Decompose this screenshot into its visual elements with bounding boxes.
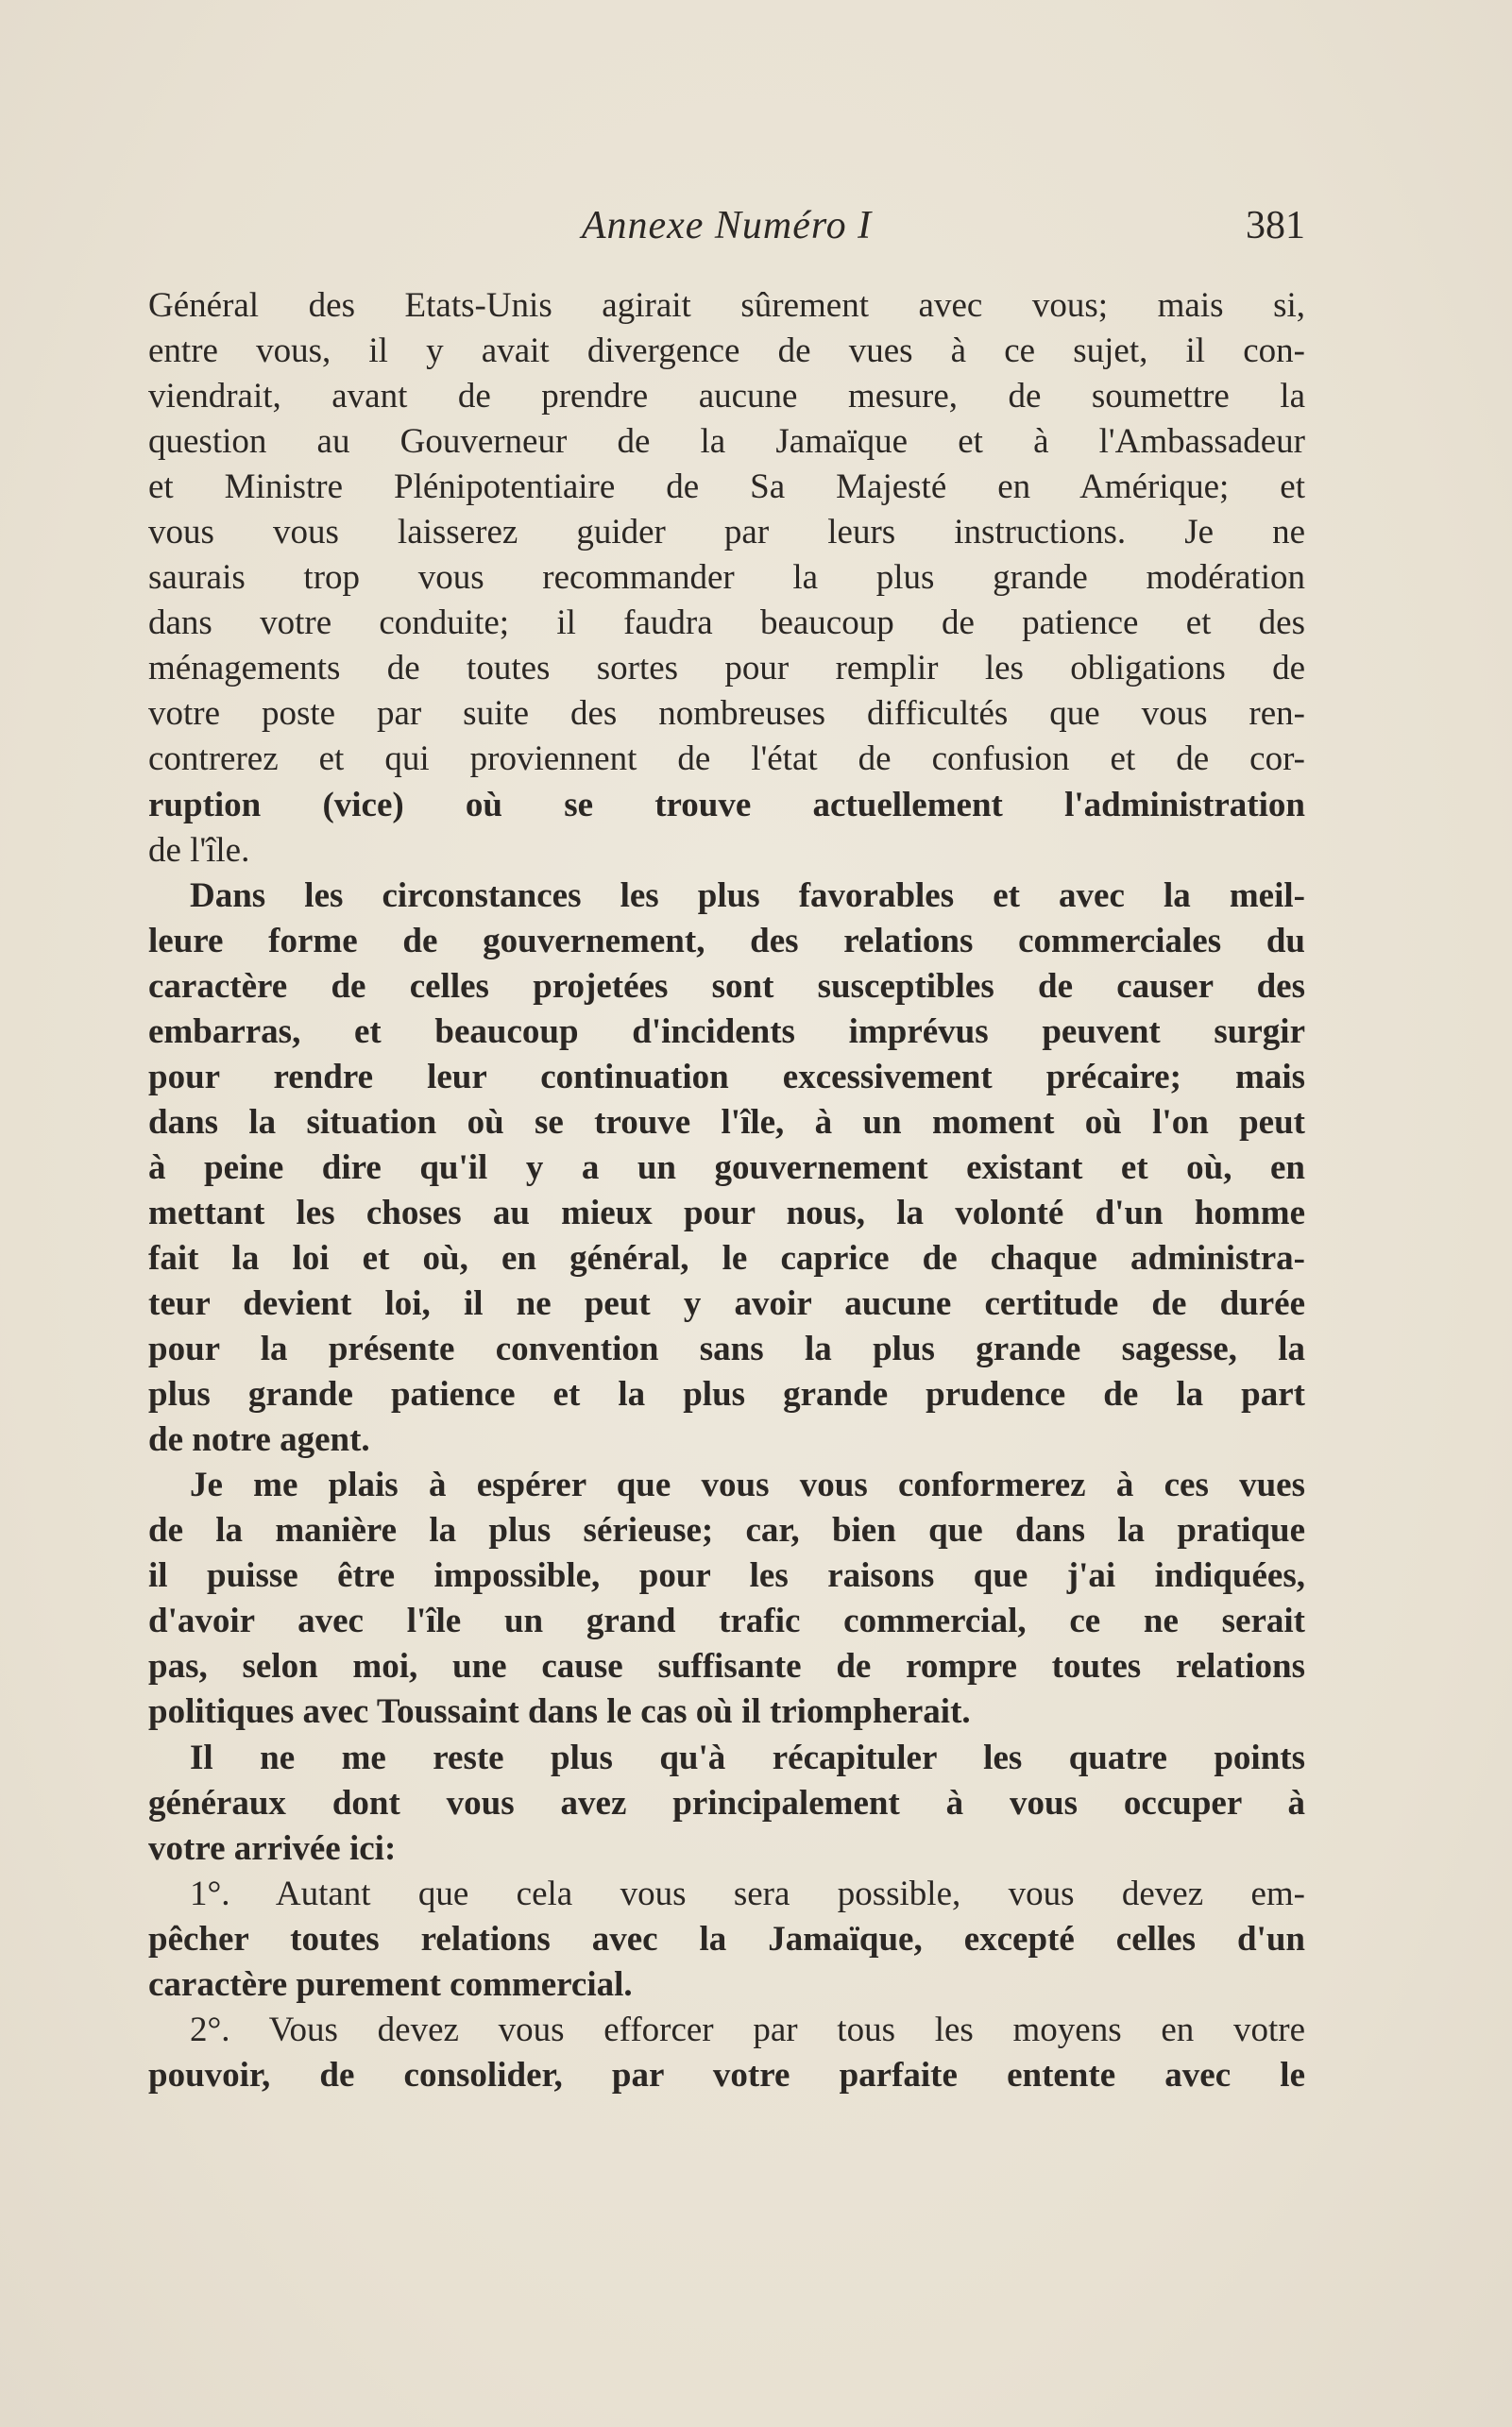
text-line: 1°. Autant que cela vous sera possible, vous devez em-	[190, 1874, 1305, 1913]
text-line: pouvoir, de consolider, par votre parfaite entente avec le	[148, 2055, 1305, 2095]
text-line: Il ne me reste plus qu'à récapituler les quatre points	[190, 1738, 1305, 1777]
page-number: 381	[1246, 204, 1305, 247]
text-line: mettant les choses au mieux pour nous, la volonté d'un homme	[148, 1193, 1305, 1232]
text-line: il puisse être impossible, pour les raisons que j'ai indiquées,	[148, 1556, 1305, 1596]
text-line: question au Gouverneur de la Jamaïque et à l'Ambassadeur	[148, 422, 1305, 462]
text-line: plus grande patience et la plus grande prudence de la part	[148, 1375, 1305, 1415]
text-line: dans la situation où se trouve l'île, à un moment où l'on peut	[148, 1102, 1305, 1142]
text-line: teur devient loi, il ne peut y avoir aucune certitude de durée	[148, 1284, 1305, 1324]
text-line: de l'île.	[148, 830, 250, 870]
text-line: pour la présente convention sans la plus grande sagesse, la	[148, 1330, 1305, 1369]
text-line: pas, selon moi, une cause suffisante de rompre toutes relations	[148, 1647, 1305, 1687]
running-header-title: Annexe Numéro I	[581, 204, 873, 247]
text-line: pêcher toutes relations avec la Jamaïque, excepté celles d'un	[148, 1919, 1305, 1959]
text-line: généraux dont vous avez principalement à vous occuper à	[148, 1783, 1305, 1823]
text-line: votre poste par suite des nombreuses difficultés que vous ren-	[148, 694, 1305, 734]
text-line: saurais trop vous recommander la plus grande modération	[148, 558, 1305, 598]
text-line: votre arrivée ici:	[148, 1828, 397, 1868]
text-line: 2°. Vous devez vous efforcer par tous les moyens en votre	[190, 2010, 1305, 2049]
text-line: caractère purement commercial.	[148, 1964, 633, 2004]
text-line: Dans les circonstances les plus favorables et avec la meil-	[190, 875, 1305, 915]
text-line: politiques avec Toussaint dans le cas où il triompherait.	[148, 1692, 971, 1732]
body-text	[148, 283, 1305, 2098]
text-line: ruption (vice) où se trouve actuellement l'administration	[148, 785, 1305, 824]
running-header	[148, 203, 1305, 256]
text-line: à peine dire qu'il y a un gouvernement existant et où, en	[148, 1147, 1305, 1187]
text-line: viendrait, avant de prendre aucune mesure, de soumettre la	[148, 377, 1305, 416]
text-line: de la manière la plus sérieuse; car, bien que dans la pratique	[148, 1511, 1305, 1551]
text-line: contrerez et qui proviennent de l'état de confusion et de cor-	[148, 739, 1305, 779]
text-line: Général des Etats-Unis agirait sûrement avec vous; mais si,	[148, 286, 1305, 325]
text-line: dans votre conduite; il faudra beaucoup de patience et des	[148, 603, 1305, 643]
text-line: embarras, et beaucoup d'incidents imprévus peuvent surgir	[148, 1011, 1305, 1051]
text-line: fait la loi et où, en général, le caprice de chaque administra-	[148, 1238, 1305, 1278]
text-line: et Ministre Plénipotentiaire de Sa Majesté en Amérique; et	[148, 467, 1305, 507]
text-line: pour rendre leur continuation excessivement précaire; mais	[148, 1057, 1305, 1096]
text-line: caractère de celles projetées sont susceptibles de causer des	[148, 966, 1305, 1006]
text-line: d'avoir avec l'île un grand trafic commercial, ce ne serait	[148, 1602, 1305, 1641]
text-line: Je me plais à espérer que vous vous conformerez à ces vues	[190, 1466, 1305, 1505]
text-line: entre vous, il y avait divergence de vues à ce sujet, il con-	[148, 331, 1305, 371]
text-line: ménagements de toutes sortes pour remplir les obligations de	[148, 649, 1305, 688]
text-line: de notre agent.	[148, 1420, 370, 1460]
text-line: vous vous laisserez guider par leurs instructions. Je ne	[148, 513, 1305, 552]
text-line: leure forme de gouvernement, des relations commerciales du	[148, 921, 1305, 960]
